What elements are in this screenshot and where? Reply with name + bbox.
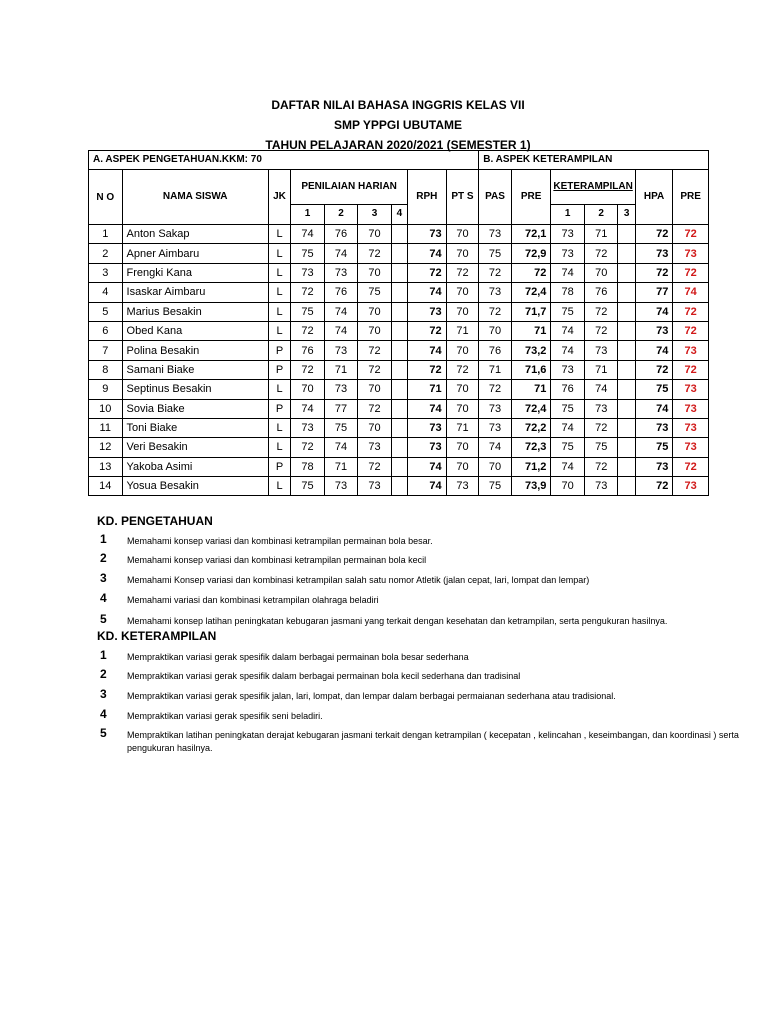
cell-pas: 72 [479, 263, 512, 282]
cell-no: 9 [89, 380, 123, 399]
cell-name: Marius Besakin [122, 302, 268, 321]
cell-pre2: 72 [673, 225, 709, 244]
item-number: 3 [100, 571, 107, 585]
cell-pas: 74 [479, 438, 512, 457]
cell-rph: 74 [408, 341, 447, 360]
item-text: Memahami konsep variasi dan kombinasi ketrampilan permainan bola kecil [127, 555, 427, 565]
cell-k1: 74 [551, 321, 585, 340]
cell-p2: 75 [324, 418, 358, 437]
cell-pas: 70 [479, 457, 512, 476]
item-number: 1 [100, 648, 107, 662]
cell-p1: 74 [291, 225, 325, 244]
cell-pre: 72,9 [511, 244, 551, 263]
cell-hpa: 72 [635, 263, 673, 282]
cell-pre: 71,6 [511, 360, 551, 379]
sub-header-1: 1 [291, 204, 325, 224]
title-line-3: TAHUN PELAJARAN 2020/2021 (SEMESTER 1) [265, 138, 531, 152]
cell-rph: 74 [408, 399, 447, 418]
cell-no: 4 [89, 283, 123, 302]
grades-table [88, 150, 709, 496]
cell-name: Apner Aimbaru [122, 244, 268, 263]
col-pts-header: PT S [446, 170, 479, 225]
cell-k2: 71 [584, 360, 618, 379]
cell-pas: 71 [479, 360, 512, 379]
cell-pre2: 72 [673, 263, 709, 282]
cell-no: 5 [89, 302, 123, 321]
cell-rph: 74 [408, 283, 447, 302]
cell-name: Polina Besakin [122, 341, 268, 360]
sub-header-2: 2 [324, 204, 358, 224]
cell-p4 [391, 360, 407, 379]
cell-p4 [391, 244, 407, 263]
cell-pas: 73 [479, 399, 512, 418]
cell-pas: 73 [479, 418, 512, 437]
cell-p1: 72 [291, 438, 325, 457]
cell-pts: 71 [446, 418, 479, 437]
cell-p4 [391, 321, 407, 340]
cell-p3: 73 [358, 477, 392, 496]
cell-jk: P [268, 457, 290, 476]
col-pas-header: PAS [479, 170, 512, 225]
cell-k3 [618, 457, 635, 476]
cell-k2: 72 [584, 302, 618, 321]
cell-k1: 75 [551, 438, 585, 457]
cell-pas: 73 [479, 225, 512, 244]
kd-pengetahuan-title: KD. PENGETAHUAN [97, 514, 213, 528]
cell-p1: 75 [291, 477, 325, 496]
cell-p2: 74 [324, 438, 358, 457]
section-b-label: B. ASPEK KETERAMPILAN [479, 151, 709, 170]
cell-k3 [618, 477, 635, 496]
cell-no: 12 [89, 438, 123, 457]
item-number: 4 [100, 591, 107, 605]
cell-jk: L [268, 263, 290, 282]
cell-k2: 72 [584, 321, 618, 340]
cell-jk: P [268, 360, 290, 379]
cell-k2: 74 [584, 380, 618, 399]
cell-no: 8 [89, 360, 123, 379]
cell-p3: 72 [358, 341, 392, 360]
cell-k1: 74 [551, 341, 585, 360]
cell-pre: 72,1 [511, 225, 551, 244]
title-line-2: SMP YPPGI UBUTAME [333, 118, 463, 132]
cell-k2: 73 [584, 399, 618, 418]
cell-k2: 71 [584, 225, 618, 244]
cell-pts: 72 [446, 360, 479, 379]
col-hpa-header: HPA [635, 170, 673, 225]
table-row [89, 380, 709, 399]
cell-pts: 70 [446, 302, 479, 321]
cell-k3 [618, 380, 635, 399]
item-text: Mempraktikan variasi gerak spesifik dalam berbagai permainan bola besar sederhana [127, 652, 469, 662]
cell-jk: L [268, 438, 290, 457]
cell-k1: 73 [551, 225, 585, 244]
item-number: 5 [100, 612, 107, 626]
cell-pts: 70 [446, 283, 479, 302]
cell-k1: 75 [551, 302, 585, 321]
cell-p3: 73 [358, 438, 392, 457]
cell-hpa: 73 [635, 321, 673, 340]
title-line-1: DAFTAR NILAI BAHASA INGGRIS KELAS VII [271, 98, 525, 112]
cell-p4 [391, 438, 407, 457]
cell-hpa: 73 [635, 457, 673, 476]
cell-p4 [391, 380, 407, 399]
cell-p1: 72 [291, 321, 325, 340]
cell-hpa: 77 [635, 283, 673, 302]
cell-hpa: 74 [635, 341, 673, 360]
col-ket-header: KETERAMPILAN [551, 170, 635, 205]
cell-p4 [391, 341, 407, 360]
cell-name: Toni Biake [122, 418, 268, 437]
col-ph-header: PENILAIAN HARIAN [291, 170, 408, 205]
table-row [89, 418, 709, 437]
cell-p2: 76 [324, 283, 358, 302]
table-row [89, 341, 709, 360]
cell-name: Obed Kana [122, 321, 268, 340]
cell-pre: 72 [511, 263, 551, 282]
cell-hpa: 75 [635, 438, 673, 457]
cell-k1: 70 [551, 477, 585, 496]
cell-k2: 75 [584, 438, 618, 457]
cell-p3: 70 [358, 321, 392, 340]
cell-no: 13 [89, 457, 123, 476]
cell-no: 2 [89, 244, 123, 263]
cell-pre2: 72 [673, 321, 709, 340]
cell-k3 [618, 244, 635, 263]
cell-rph: 73 [408, 418, 447, 437]
cell-p3: 72 [358, 399, 392, 418]
item-text: Mempraktikan variasi gerak spesifik dalam berbagai permainan bola kecil sederhana dan tradisinal [127, 671, 521, 681]
item-number: 2 [100, 551, 107, 565]
cell-p2: 73 [324, 341, 358, 360]
cell-pas: 72 [479, 380, 512, 399]
table-row [89, 360, 709, 379]
item-text: Mempraktikan variasi gerak spesifik seni beladiri. [127, 711, 323, 721]
cell-hpa: 73 [635, 244, 673, 263]
item-text: Memahami variasi dan kombinasi ketrampilan olahraga beladiri [127, 595, 379, 605]
cell-jk: L [268, 225, 290, 244]
table-row [89, 263, 709, 282]
cell-pre: 72,3 [511, 438, 551, 457]
cell-k1: 73 [551, 244, 585, 263]
cell-pas: 75 [479, 477, 512, 496]
cell-jk: P [268, 399, 290, 418]
table-row [89, 438, 709, 457]
cell-rph: 73 [408, 302, 447, 321]
cell-pre2: 73 [673, 438, 709, 457]
cell-pre: 72,2 [511, 418, 551, 437]
sub-header-3: 3 [358, 204, 392, 224]
table-row [89, 477, 709, 496]
cell-pre2: 74 [673, 283, 709, 302]
cell-p1: 73 [291, 263, 325, 282]
cell-jk: L [268, 477, 290, 496]
cell-name: Yosua Besakin [122, 477, 268, 496]
cell-p1: 75 [291, 244, 325, 263]
cell-p2: 74 [324, 321, 358, 340]
cell-pts: 70 [446, 225, 479, 244]
cell-pts: 70 [446, 244, 479, 263]
cell-p2: 73 [324, 477, 358, 496]
cell-p3: 72 [358, 360, 392, 379]
cell-p3: 70 [358, 225, 392, 244]
cell-pre2: 73 [673, 380, 709, 399]
cell-k3 [618, 225, 635, 244]
cell-pas: 76 [479, 341, 512, 360]
cell-p1: 78 [291, 457, 325, 476]
cell-jk: L [268, 302, 290, 321]
cell-k2: 73 [584, 341, 618, 360]
ket-sub-header-3: 3 [618, 204, 635, 224]
item-number: 3 [100, 687, 107, 701]
cell-pre2: 73 [673, 244, 709, 263]
cell-k3 [618, 321, 635, 340]
cell-k1: 74 [551, 263, 585, 282]
cell-k1: 76 [551, 380, 585, 399]
cell-p1: 73 [291, 418, 325, 437]
cell-k3 [618, 360, 635, 379]
item-number: 4 [100, 707, 107, 721]
cell-hpa: 74 [635, 302, 673, 321]
cell-p1: 70 [291, 380, 325, 399]
cell-k1: 74 [551, 457, 585, 476]
col-name-header: NAMA SISWA [122, 170, 268, 225]
cell-pts: 70 [446, 380, 479, 399]
cell-p4 [391, 225, 407, 244]
cell-pas: 73 [479, 283, 512, 302]
cell-hpa: 72 [635, 360, 673, 379]
cell-no: 14 [89, 477, 123, 496]
cell-pre2: 72 [673, 360, 709, 379]
cell-p3: 72 [358, 457, 392, 476]
cell-p4 [391, 302, 407, 321]
cell-no: 11 [89, 418, 123, 437]
cell-p3: 70 [358, 418, 392, 437]
cell-name: Frengki Kana [122, 263, 268, 282]
cell-k1: 74 [551, 418, 585, 437]
cell-pas: 72 [479, 302, 512, 321]
col-no-header: N O [89, 170, 123, 225]
cell-k3 [618, 399, 635, 418]
cell-name: Samani Biake [122, 360, 268, 379]
cell-p1: 72 [291, 283, 325, 302]
cell-k2: 72 [584, 418, 618, 437]
table-row [89, 399, 709, 418]
item-text: Memahami konsep variasi dan kombinasi ketrampilan permainan bola besar. [127, 536, 433, 546]
cell-rph: 72 [408, 360, 447, 379]
cell-pre: 73,9 [511, 477, 551, 496]
item-text: Mempraktikan latihan peningkatan derajat kebugaran jasmani terkait dengan ketrampilan ( kecepatan , kelincahan , keseimbangan, dan koordinasi ) serta pengukuran hasilnya. [127, 730, 739, 753]
cell-p4 [391, 263, 407, 282]
cell-k3 [618, 283, 635, 302]
cell-pre2: 73 [673, 477, 709, 496]
cell-pas: 75 [479, 244, 512, 263]
cell-name: Veri Besakin [122, 438, 268, 457]
cell-rph: 74 [408, 457, 447, 476]
cell-p2: 73 [324, 380, 358, 399]
cell-p3: 75 [358, 283, 392, 302]
cell-pre: 71 [511, 321, 551, 340]
cell-pre: 71 [511, 380, 551, 399]
cell-rph: 72 [408, 321, 447, 340]
cell-hpa: 72 [635, 477, 673, 496]
cell-k3 [618, 438, 635, 457]
cell-rph: 73 [408, 438, 447, 457]
cell-jk: P [268, 341, 290, 360]
cell-no: 3 [89, 263, 123, 282]
table-row [89, 321, 709, 340]
cell-p1: 74 [291, 399, 325, 418]
table-row [89, 302, 709, 321]
cell-p2: 74 [324, 244, 358, 263]
cell-jk: L [268, 380, 290, 399]
table-row [89, 244, 709, 263]
cell-p4 [391, 457, 407, 476]
cell-p3: 70 [358, 380, 392, 399]
cell-p3: 70 [358, 302, 392, 321]
cell-k2: 72 [584, 457, 618, 476]
cell-k3 [618, 341, 635, 360]
cell-pre: 71,7 [511, 302, 551, 321]
cell-name: Isaskar Aimbaru [122, 283, 268, 302]
cell-p2: 74 [324, 302, 358, 321]
col-rph-header: RPH [408, 170, 447, 225]
cell-pts: 70 [446, 341, 479, 360]
cell-name: Sovia Biake [122, 399, 268, 418]
section-a-label: A. ASPEK PENGETAHUAN.KKM: 70 [89, 151, 479, 170]
cell-rph: 74 [408, 244, 447, 263]
cell-pts: 73 [446, 477, 479, 496]
cell-no: 7 [89, 341, 123, 360]
cell-p1: 75 [291, 302, 325, 321]
sub-header-4: 4 [391, 204, 407, 224]
cell-k1: 75 [551, 399, 585, 418]
cell-pts: 71 [446, 321, 479, 340]
cell-p2: 77 [324, 399, 358, 418]
kd-keterampilan-title: KD. KETERAMPILAN [97, 629, 217, 643]
col-jk-header: JK [268, 170, 290, 225]
cell-rph: 74 [408, 477, 447, 496]
cell-k3 [618, 263, 635, 282]
cell-pre2: 72 [673, 457, 709, 476]
table-row [89, 457, 709, 476]
cell-p1: 72 [291, 360, 325, 379]
cell-pts: 70 [446, 457, 479, 476]
cell-rph: 73 [408, 225, 447, 244]
cell-jk: L [268, 283, 290, 302]
cell-jk: L [268, 418, 290, 437]
cell-jk: L [268, 244, 290, 263]
cell-p3: 70 [358, 263, 392, 282]
cell-k2: 73 [584, 477, 618, 496]
cell-k3 [618, 418, 635, 437]
table-row [89, 283, 709, 302]
cell-hpa: 72 [635, 225, 673, 244]
cell-no: 10 [89, 399, 123, 418]
ket-sub-header-2: 2 [584, 204, 618, 224]
table-row [89, 225, 709, 244]
cell-pre: 71,2 [511, 457, 551, 476]
cell-k3 [618, 302, 635, 321]
cell-p4 [391, 418, 407, 437]
cell-rph: 71 [408, 380, 447, 399]
cell-k2: 76 [584, 283, 618, 302]
cell-pre: 72,4 [511, 283, 551, 302]
item-number: 5 [100, 726, 107, 740]
cell-p3: 72 [358, 244, 392, 263]
cell-pre2: 72 [673, 302, 709, 321]
cell-p2: 71 [324, 360, 358, 379]
col-pre2-header: PRE [673, 170, 709, 225]
cell-no: 1 [89, 225, 123, 244]
cell-hpa: 73 [635, 418, 673, 437]
cell-k1: 73 [551, 360, 585, 379]
item-number: 2 [100, 667, 107, 681]
cell-pre2: 73 [673, 418, 709, 437]
col-pre-header: PRE [511, 170, 551, 225]
cell-pre2: 73 [673, 399, 709, 418]
cell-name: Yakoba Asimi [122, 457, 268, 476]
cell-k1: 78 [551, 283, 585, 302]
item-number: 1 [100, 532, 107, 546]
cell-k2: 72 [584, 244, 618, 263]
cell-pts: 72 [446, 263, 479, 282]
cell-k2: 70 [584, 263, 618, 282]
cell-hpa: 75 [635, 380, 673, 399]
cell-jk: L [268, 321, 290, 340]
cell-pre: 73,2 [511, 341, 551, 360]
cell-rph: 72 [408, 263, 447, 282]
cell-hpa: 74 [635, 399, 673, 418]
cell-pts: 70 [446, 438, 479, 457]
item-text: Mempraktikan variasi gerak spesifik jalan, lari, lompat, dan lempar dalam berbagai permaianan sederhana atau tradisional. [127, 691, 616, 701]
cell-p1: 76 [291, 341, 325, 360]
cell-pts: 70 [446, 399, 479, 418]
cell-pas: 70 [479, 321, 512, 340]
cell-p4 [391, 283, 407, 302]
cell-p2: 71 [324, 457, 358, 476]
cell-p2: 76 [324, 225, 358, 244]
cell-name: Anton Sakap [122, 225, 268, 244]
document-header [0, 95, 768, 155]
cell-name: Septinus Besakin [122, 380, 268, 399]
cell-p4 [391, 399, 407, 418]
item-text: Memahami Konsep variasi dan kombinasi ketrampilan salah satu nomor Atletik (jalan cepat, lari, lompat dan lempar) [127, 575, 590, 585]
cell-p2: 73 [324, 263, 358, 282]
item-text: Memahami konsep latihan peningkatan kebugaran jasmani yang terkait dengan kesehatan dan ketrampilan, serta pengukuran hasilnya. [127, 616, 668, 626]
cell-no: 6 [89, 321, 123, 340]
cell-p4 [391, 477, 407, 496]
cell-pre2: 73 [673, 341, 709, 360]
ket-sub-header-1: 1 [551, 204, 585, 224]
cell-pre: 72,4 [511, 399, 551, 418]
